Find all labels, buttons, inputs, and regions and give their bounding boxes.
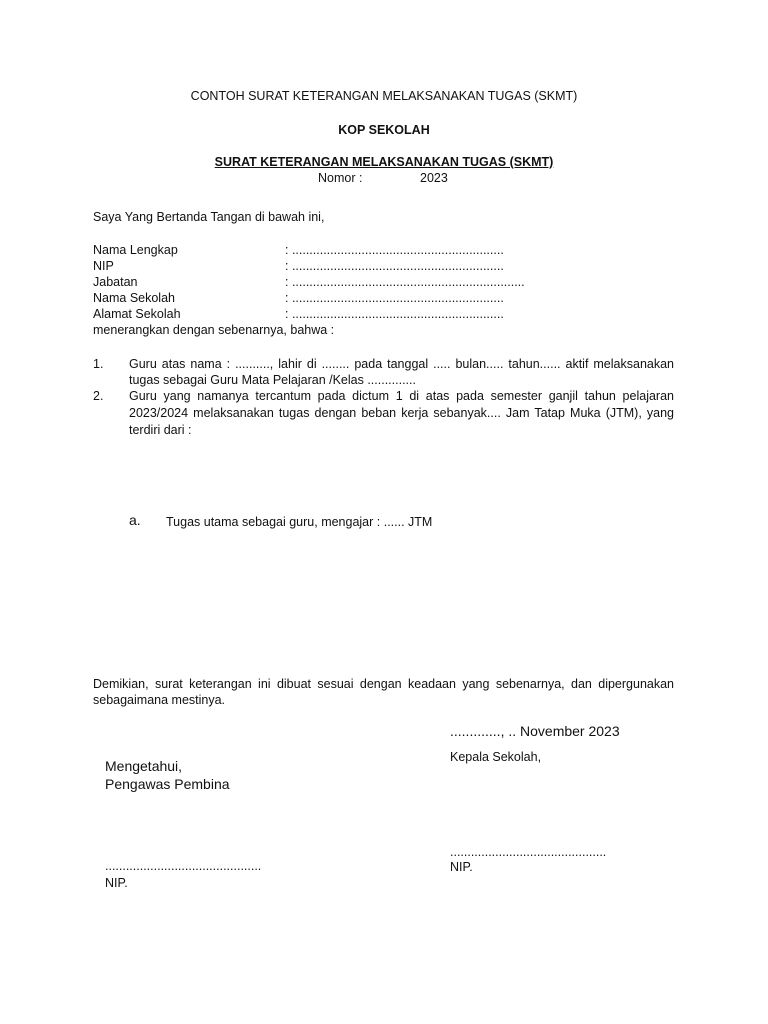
field-value: : ............................................................. [285, 243, 504, 257]
signature-date: ............., .. November 2023 [450, 723, 620, 739]
item-number: 2. [93, 389, 104, 403]
item-line: Guru yang namanya tercantum pada dictum 1 di atas pada semester ganjil tahun pelajaran [129, 389, 674, 403]
field-label: Jabatan [93, 275, 138, 289]
signature-line-right: ............................................. [450, 845, 607, 859]
field-value: : ................................................................... [285, 275, 525, 289]
pengawas-label: Pengawas Pembina [105, 776, 230, 792]
intro-text: Saya Yang Bertanda Tangan di bawah ini, [93, 210, 325, 224]
kop-sekolah: KOP SEKOLAH [338, 123, 430, 137]
item-line: 2023/2024 melaksanakan tugas dengan beban kerja sebanyak.... Jam Tatap Muka (JTM), yang [129, 406, 674, 420]
document-heading: CONTOH SURAT KETERANGAN MELAKSANAKAN TUGAS (SKMT) [190, 89, 578, 103]
item-line: terdiri dari : [129, 423, 192, 437]
statement-text: menerangkan dengan sebenarnya, bahwa : [93, 323, 335, 337]
nip-left: NIP. [105, 876, 128, 890]
field-label: NIP [93, 259, 114, 273]
nip-right: NIP. [450, 860, 473, 874]
item-number: 1. [93, 357, 104, 371]
sub-item-text: Tugas utama sebagai guru, mengajar : ...... JTM [166, 515, 433, 529]
nomor-year: 2023 [420, 171, 448, 185]
field-value: : ............................................................. [285, 307, 504, 321]
item-line: Guru atas nama : .........., lahir di ........ pada tanggal ..... bulan..... tahun...... aktif melaksanakan [129, 357, 674, 371]
kepala-sekolah-label: Kepala Sekolah, [450, 750, 542, 764]
field-label: Nama Lengkap [93, 243, 178, 257]
field-label: Nama Sekolah [93, 291, 175, 305]
item-line: tugas sebagai Guru Mata Pelajaran /Kelas .............. [129, 373, 416, 387]
field-label: Alamat Sekolah [93, 307, 181, 321]
closing-text: sebagaimana mestinya. [93, 693, 226, 707]
field-value: : ............................................................. [285, 259, 504, 273]
sub-item-letter: a. [129, 512, 141, 528]
mengetahui-label: Mengetahui, [105, 758, 183, 774]
letter-title: SURAT KETERANGAN MELAKSANAKAN TUGAS (SKMT) [214, 155, 554, 169]
field-value: : ............................................................. [285, 291, 504, 305]
nomor-label: Nomor : [318, 171, 363, 185]
signature-line-left: ............................................. [105, 859, 262, 873]
closing-text: Demikian, surat keterangan ini dibuat sesuai dengan keadaan yang sebenarnya, dan dipergunakan [93, 677, 674, 691]
